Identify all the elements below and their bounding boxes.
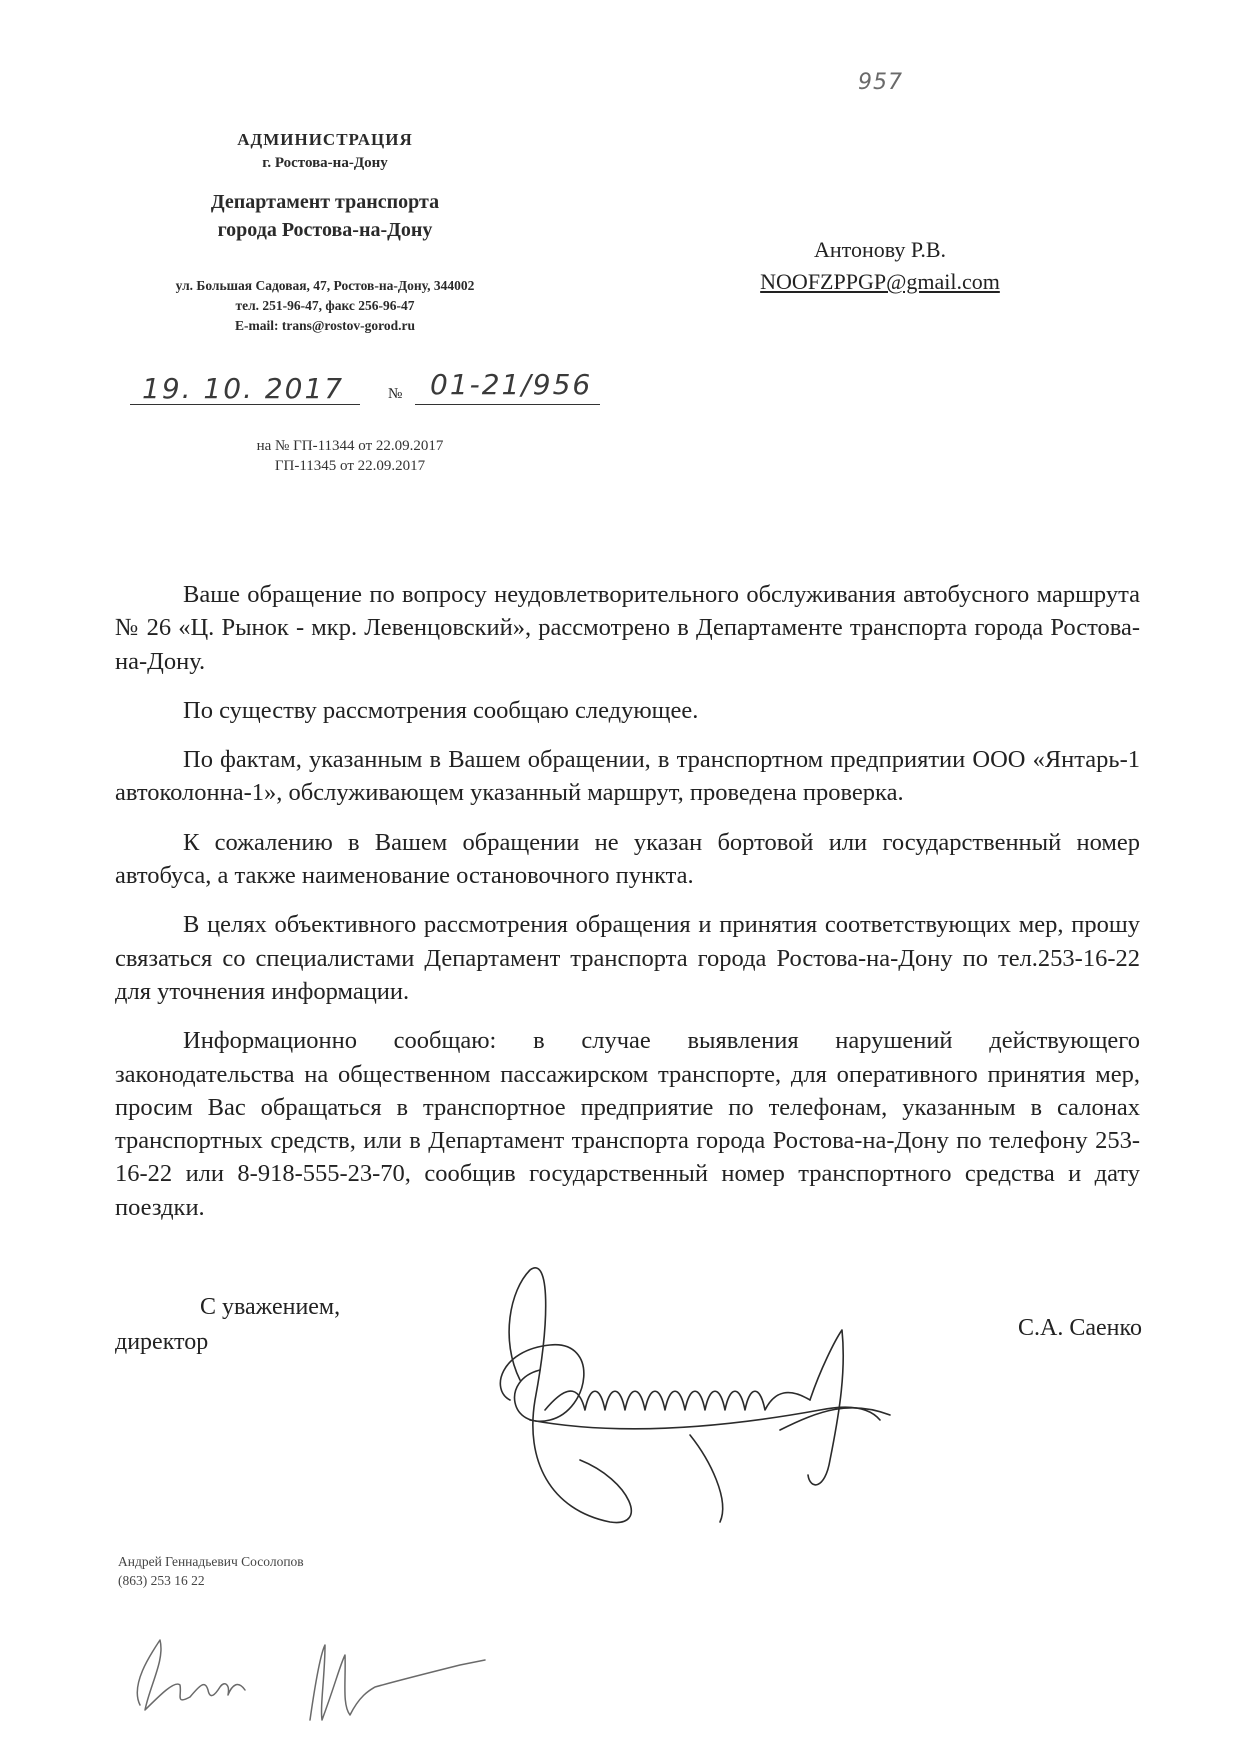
department-line-1: Департамент транспорта: [210, 191, 440, 213]
number-underline: [415, 404, 600, 405]
executor-name: Андрей Геннадьевич Сосолопов: [118, 1554, 304, 1569]
letterhead-email: E-mail: trans@rostov-gorod.ru: [234, 318, 416, 333]
letterhead-contacts: [120, 276, 530, 336]
body-paragraph: По существу рассмотрения сообщаю следующее.: [183, 696, 699, 724]
letterhead-phones: тел. 251-96-47, факс 256-96-47: [235, 298, 415, 313]
body-paragraph: По фактам, указанным в Вашем обращении, в транспортном предприятии ООО «Янтарь-1 автоколонна-1», обслуживающем указанный маршрут, проведена проверка.: [115, 746, 1140, 807]
letterhead-city: г. Ростова-на-Дону: [262, 155, 388, 171]
body-paragraph: К сожалению в Вашем обращении не указан бортовой или государственный номер автобуса, а также наименование остановочного пункта.: [115, 828, 1140, 890]
closing-position: директор: [115, 1329, 209, 1355]
executor-block: [118, 1552, 304, 1590]
handwritten-date: 19. 10. 2017: [142, 372, 345, 405]
recipient-email[interactable]: NOOFZPPGP@gmail.com: [760, 269, 1000, 294]
recipient-name: Антонову Р.В.: [813, 237, 947, 262]
letterhead-department: [120, 188, 530, 244]
executor-phone: (863) 253 16 22: [118, 1573, 205, 1588]
letterhead-address: ул. Большая Садовая, 47, Ростов-на-Дону, 344002: [175, 278, 475, 293]
letterhead-admin: АДМИНИСТРАЦИЯ: [237, 130, 413, 149]
director-signature: [490, 1260, 960, 1530]
department-line-2: города Ростова-на-Дону: [217, 219, 433, 241]
handwritten-margin-note: 957: [858, 70, 903, 95]
outgoing-reference: [130, 368, 600, 412]
letter-body: [115, 578, 1140, 1240]
body-paragraph: В целях объективного рассмотрения обращения и принятия соответствующих мер, прошу связаться со специалистами Департамент транспорта города Ростова-на-Дону по тел.253-16-22 для уточнения информации.: [115, 911, 1140, 1005]
in-reply-line-2: ГП-11345 от 22.09.2017: [274, 458, 426, 474]
body-paragraph: Ваше обращение по вопросу неудовлетворительного обслуживания автобусного маршрута № 26 «Ц. Рынок - мкр. Левенцовский», рассмотрено в Департаменте транспорта города Ростова-на-Дону.: [115, 581, 1140, 675]
letterhead: [120, 128, 530, 336]
handwritten-initials: [120, 1625, 490, 1725]
date-underline: [130, 404, 360, 405]
closing-block: [115, 1290, 415, 1360]
signer-name: С.А. Саенко: [1018, 1315, 1142, 1341]
closing-regards: С уважением,: [200, 1294, 341, 1320]
in-reply-reference: [180, 436, 520, 476]
body-paragraph: Информационно сообщаю: в случае выявления нарушений действующего законодательства на общественном пассажирском транспорте, для оперативного принятия мер, просим Вас обращаться в транспортное предприятие по телефонам, указанным в салонах транспортных средств, или в Департамент транспорта города Ростова-на-Дону по телефону 253-16-22 или 8-918-555-23-70, сообщив государственный номер транспортного средства и дату поездки.: [115, 1027, 1140, 1221]
handwritten-number: 01-21/956: [430, 368, 593, 401]
recipient-block: [700, 234, 1060, 298]
in-reply-line-1: на № ГП-11344 от 22.09.2017: [256, 438, 444, 454]
number-label: №: [388, 386, 403, 402]
